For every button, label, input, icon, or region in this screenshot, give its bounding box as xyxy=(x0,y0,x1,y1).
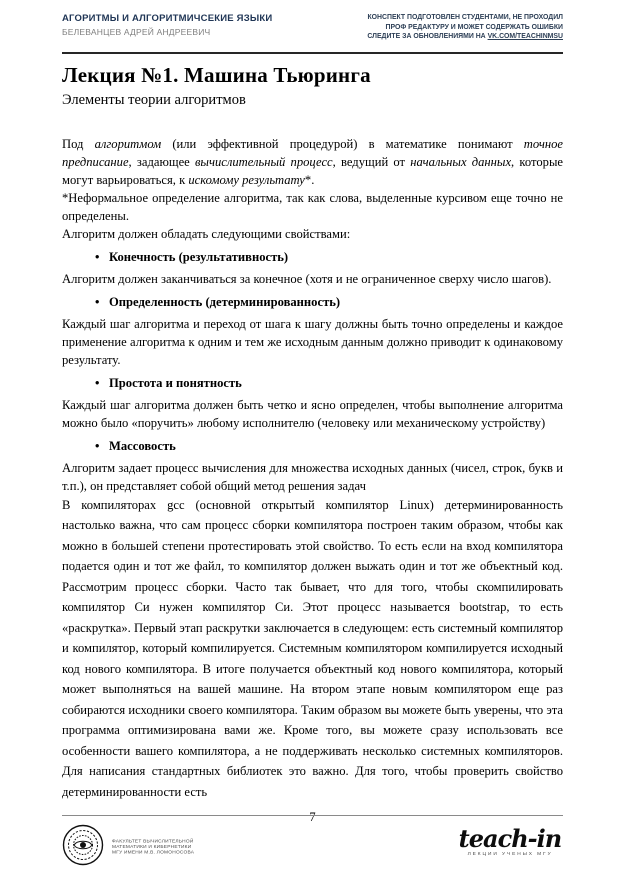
bullet-item-finiteness xyxy=(62,248,563,266)
bullet-icon: • xyxy=(95,294,100,309)
bullet-desc-simplicity: Каждый шаг алгоритма должен быть четко и ясно определен, чтобы выполнение алгоритма можно было «поручить» любому исполнителю (человеку или механическому устройству) xyxy=(62,397,563,430)
disclaimer-line-2: ПРОФ РЕДАКТУРУ И МОЖЕТ СОДЕРЖАТЬ ОШИБКИ xyxy=(385,23,563,31)
lecture-title: Лекция №1. Машина Тьюринга xyxy=(62,62,371,87)
bullet-desc-mass: Алгоритм задает процесс вычисления для множества исходных данных (чисел, строк, букв и т.п.), он представляет собой общий метод решения задач xyxy=(62,460,563,493)
faculty-text xyxy=(112,839,194,856)
bullet-label: Простота и понятность xyxy=(109,375,242,390)
bullet-item-determinism xyxy=(62,293,563,311)
bullet-desc-finiteness: Алгоритм должен заканчиваться за конечное (хотя и не ограниченное сверху число шагов). xyxy=(62,271,552,286)
bullet-item-simplicity xyxy=(62,374,563,392)
faculty-block xyxy=(62,824,215,871)
footnote-paragraph: *Неформальное определение алгоритма, так как слова, выделенные курсивом еще точно не определены. xyxy=(62,190,563,223)
page-number: 7 xyxy=(309,810,316,825)
footer-divider xyxy=(62,815,563,816)
bullet-label: Массовость xyxy=(109,438,176,453)
bullet-label: Конечность (результативность) xyxy=(109,249,289,264)
lecture-subtitle: Элементы теории алгоритмов xyxy=(62,91,246,108)
properties-lead: Алгоритм должен обладать следующими свойствами: xyxy=(62,226,351,241)
gcc-paragraph: В компиляторах gcc (основной открытый компилятор Linux) детерминированность настолько важна, что сам процесс сборки компилятора построен таким образом, чтобы как можно в большей степени протестировать этой свойство. То есть если на вход компилятора подается один и тот же файл, то компилятор должен выжать один и тот же объектный код. Рассмотрим процесс сборки. Часто так бывает, что для того, чтобы скомпилировать компилятор Си нужен компилятор Си. Этот процесс называется bootstrap, то есть «раскрутка». Первый этап раскрутки заключается в следующем: есть системный компилятор и компилятор, который компилируется. Системным компилятором компилируется исходный код нового компилятора. В итоге получается объектный код нового компилятора, который может выполняться на вашей машине. На втором этапе новым компилятором еще раз собираются исходники своего компилятора. Таким образом вы можете быть уверены, что эта программа оптимизирована вами же. Кроме того, вы можете сразу использовать все особенности вашего компилятора, а не поддерживать несколько системных компиляторов. Для написания стандартных библиотек это важно. Для того, чтобы проверить свойство детерминированности есть xyxy=(62,497,563,799)
msu-cmc-emblem-icon xyxy=(62,824,104,871)
lecturer-name: БЕЛЕВАНЦЕВ АДРЕЙ АНДРЕЕВИЧ xyxy=(62,27,211,37)
faculty-line-2: МАТЕМАТИКИ И КИБЕРНЕТИКИ xyxy=(112,844,192,850)
header-left-block xyxy=(62,13,272,37)
page-header xyxy=(62,0,563,42)
bullet-desc-determinism: Каждый шаг алгоритма и переход от шага к шагу должны быть точно определены и каждое применение алгоритма к одним и тем же исходным данным должно приводит к одинаковому результату. xyxy=(62,316,563,367)
faculty-line-3: МГУ ИМЕНИ М.В. ЛОМОНОСОВА xyxy=(112,850,195,856)
lecture-body xyxy=(62,135,563,803)
disclaimer-line-3-prefix: СЛЕДИТЕ ЗА ОБНОВЛЕНИЯМИ НА xyxy=(367,33,488,41)
teachin-block xyxy=(457,824,563,858)
teachin-logo: teach-in xyxy=(458,824,562,853)
vk-link[interactable]: VK.COM/TEACHINMSU xyxy=(487,33,563,41)
bullet-item-mass xyxy=(62,437,563,455)
course-title: АГОРИТМЫ И АЛГОРИТМИЧСЕКИЕ ЯЗЫКИ xyxy=(62,13,273,24)
page-footer xyxy=(62,824,563,871)
bullet-icon: • xyxy=(95,438,100,453)
bullet-label: Определенность (детерминированность) xyxy=(109,294,341,309)
intro-paragraph: Под алгоритмом (или эффективной процедурой) в математике понимают точное предписание, задающее вычислительный процесс, ведущий от начальных данных, которые могут варьироваться, к искомому результату*. xyxy=(62,136,564,187)
teachin-caption: ЛЕКЦИИ УЧЕНЫХ МГУ xyxy=(467,852,553,857)
faculty-line-1: ФАКУЛЬТЕТ ВЫЧИСЛИТЕЛЬНОЙ xyxy=(112,839,194,844)
disclaimer-line-1: КОНСПЕКТ ПОДГОТОВЛЕН СТУДЕНТАМИ, НЕ ПРОХОДИЛ xyxy=(367,14,563,21)
bullet-icon: • xyxy=(95,375,100,390)
disclaimer-line-3 xyxy=(367,32,563,42)
header-divider xyxy=(62,52,563,54)
header-disclaimer xyxy=(367,13,563,42)
bullet-icon: • xyxy=(95,249,100,264)
